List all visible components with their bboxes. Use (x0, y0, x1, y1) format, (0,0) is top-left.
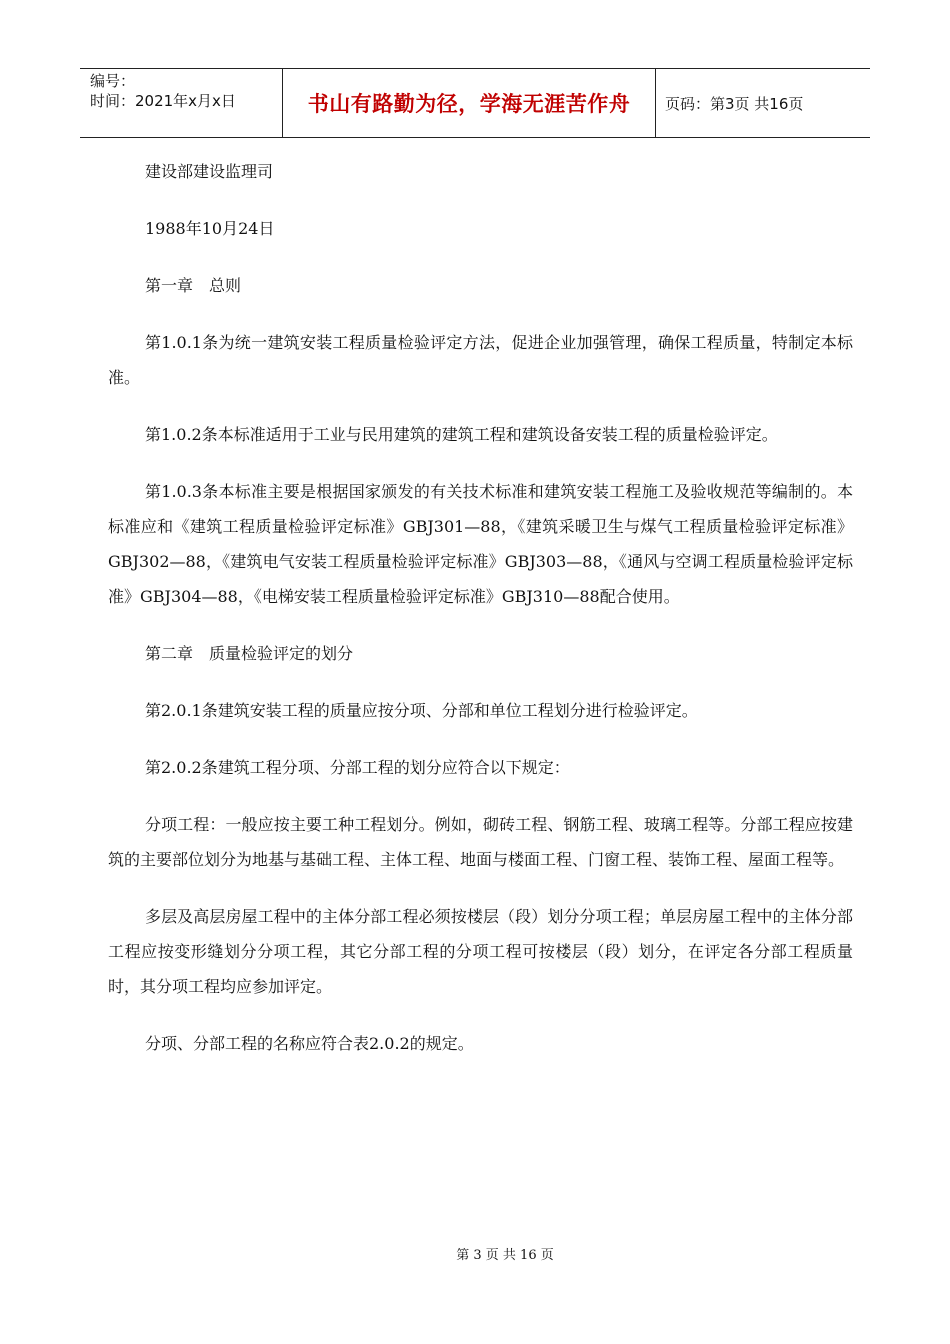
chapter-2-heading: 第二章 质量检验评定的划分 (145, 644, 354, 663)
page-header (80, 68, 870, 138)
paragraph-date: 1988年10月24日 (145, 219, 275, 238)
paragraph-1-0-3: 第1.0.3条本标准主要是根据国家颁发的有关技术标准和建筑安装工程施工及验收规范等编制的。本标准应和《建筑工程质量检验评定标准》GBJ301—88，《建筑采暖卫生与煤气工程质量检验评定标准》GBJ302—88，《建筑电气安装工程质量检验评定标准》GBJ303—88，《通风与空调工程质量检验评定标准》GBJ304—88，《电梯安装工程质量检验评定标准》GBJ310—88配合使用。 (108, 482, 853, 606)
header-page-number: 页码：第3页 共16页 (665, 94, 804, 113)
document-number-label: 编号： (90, 72, 136, 90)
paragraph-table-reference: 分项、分部工程的名称应符合表2.0.2的规定。 (145, 1034, 474, 1053)
header-info-cell (80, 69, 283, 137)
paragraph-issuer: 建设部建设监理司 (145, 162, 274, 181)
chapter-1-heading: 第一章 总则 (145, 276, 242, 295)
paragraph-1-0-1: 第1.0.1条为统一建筑安装工程质量检验评定方法，促进企业加强管理，确保工程质量，特制定本标准。 (108, 333, 853, 387)
paragraph-1-0-2: 第1.0.2条本标准适用于工业与民用建筑的建筑工程和建筑设备安装工程的质量检验评定。 (145, 425, 778, 444)
document-time-label: 时间：2021年x月x日 (90, 92, 236, 110)
paragraph-2-0-1: 第2.0.1条建筑安装工程的质量应按分项、分部和单位工程划分进行检验评定。 (145, 701, 698, 720)
header-motto: 书山有路勤为径，学海无涯苦作舟 (283, 69, 656, 137)
page-footer: 第 3 页 共 16 页 (456, 1248, 554, 1263)
paragraph-2-0-2: 第2.0.2条建筑工程分项、分部工程的划分应符合以下规定： (145, 758, 570, 777)
paragraph-subitem-works: 分项工程：一般应按主要工种工程划分。例如，砌砖工程、钢筋工程、玻璃工程等。分部工程应按建筑的主要部位划分为地基与基础工程、主体工程、地面与楼面工程、门窗工程、装饰工程、屋面工程等。 (108, 815, 853, 869)
document-body (108, 154, 853, 1083)
paragraph-multistory: 多层及高层房屋工程中的主体分部工程必须按楼层（段）划分分项工程；单层房屋工程中的主体分部工程应按变形缝划分分项工程，其它分部工程的分项工程可按楼层（段）划分，在评定各分部工程质量时，其分项工程均应参加评定。 (108, 907, 853, 996)
